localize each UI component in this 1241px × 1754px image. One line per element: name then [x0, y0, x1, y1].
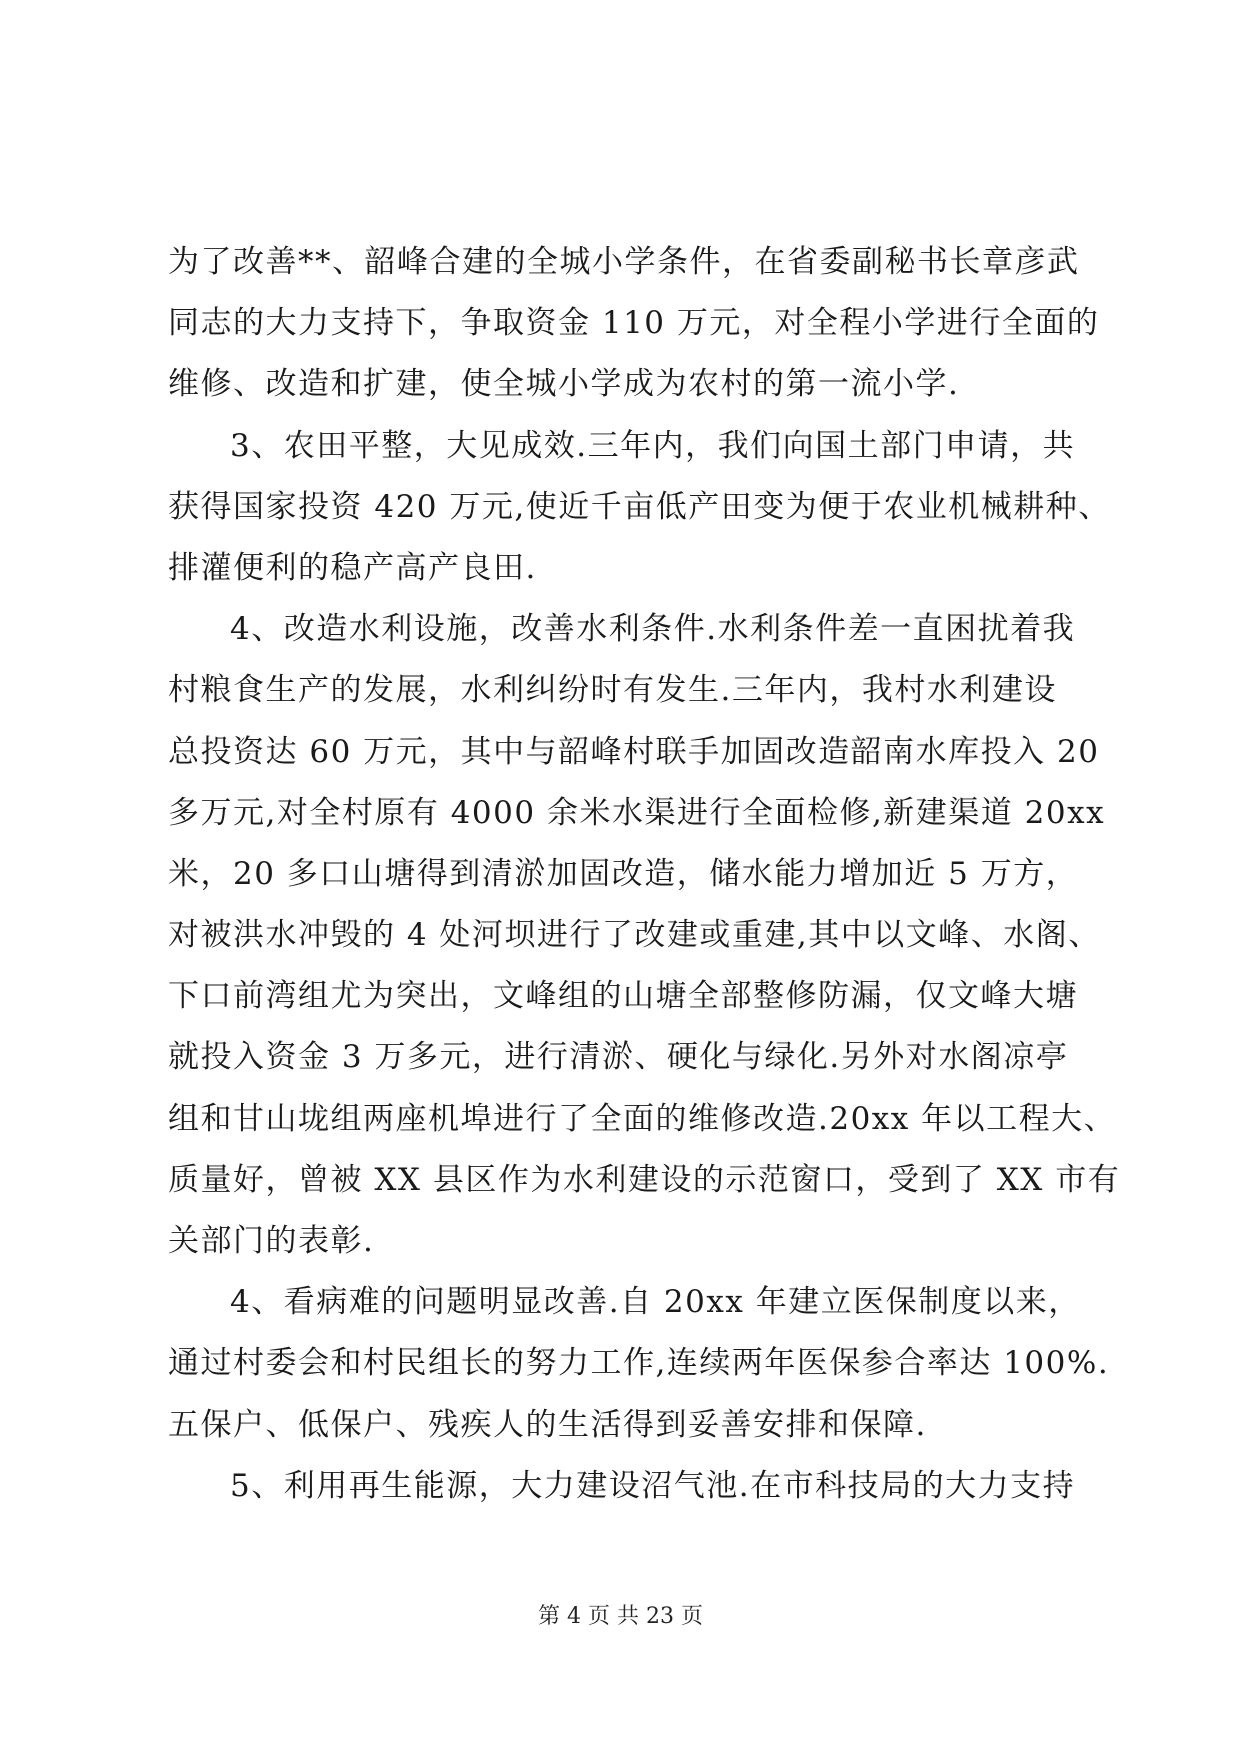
text-line: 关部门的表彰. [168, 1223, 375, 1259]
paragraph [168, 416, 1111, 600]
text-line: 就投入资金 3 万多元，进行清淤、硬化与绿化.另外对水阁凉亭 [168, 1039, 1069, 1076]
text-line: 4、改造水利设施，改善水利条件.水利条件差一直困扰着我 [230, 611, 1076, 648]
text-line: 总投资达 60 万元，其中与韶峰村联手加固改造韶南水库投入 20 [168, 733, 1100, 770]
text-line: 4、看病难的问题明显改善.自 20xx 年建立医保制度以来， [230, 1284, 1081, 1321]
paragraph [168, 232, 1100, 416]
page-footer: 第 4 页 共 23 页 [538, 1604, 703, 1629]
text-line: 为了改善**、韶峰合建的全城小学条件，在省委副秘书长章彦武 [168, 244, 1080, 280]
text-line: 组和甘山垅组两座机埠进行了全面的维修改造.20xx 年以工程大、 [168, 1100, 1117, 1137]
text-line: 对被洪水冲毁的 4 处河坝进行了改建或重建,其中以文峰、水阁、 [168, 917, 1101, 954]
paragraph [168, 599, 1121, 1272]
text-line: 多万元,对全村原有 4000 余米水渠进行全面检修,新建渠道 20xx [168, 794, 1106, 831]
text-line: 通过村委会和村民组长的努力工作,连续两年医保参合率达 100%. [168, 1345, 1110, 1382]
text-line: 获得国家投资 420 万元,使近千亩低产田变为便于农业机械耕种、 [168, 488, 1111, 525]
text-line: 五保户、低保户、残疾人的生活得到妥善安排和保障. [168, 1406, 927, 1443]
text-line: 维修、改造和扩建，使全城小学成为农村的第一流小学. [168, 366, 960, 403]
text-line: 3、农田平整，大见成效.三年内，我们向国土部门申请，共 [230, 427, 1076, 464]
text-line: 质量好，曾被 XX 县区作为水利建设的示范窗口，受到了 XX 市有 [168, 1161, 1121, 1198]
text-line: 同志的大力支持下，争取资金 110 万元，对全程小学进行全面的 [168, 305, 1100, 342]
paragraph [168, 1272, 1110, 1456]
text-line: 村粮食生产的发展，水利纠纷时有发生.三年内，我村水利建设 [168, 672, 1057, 709]
text-line: 米，20 多口山塘得到清淤加固改造，储水能力增加近 5 万方， [168, 855, 1079, 892]
text-line: 下口前湾组尤为突出，文峰组的山塘全部整修防漏，仅文峰大塘 [168, 978, 1078, 1015]
paragraph [168, 1456, 1088, 1517]
text-line: 排灌便利的稳产高产良田. [168, 549, 537, 586]
text-line: 5、利用再生能源，大力建设沼气池.在市科技局的大力支持 [230, 1467, 1076, 1504]
body-text [168, 232, 1121, 1517]
